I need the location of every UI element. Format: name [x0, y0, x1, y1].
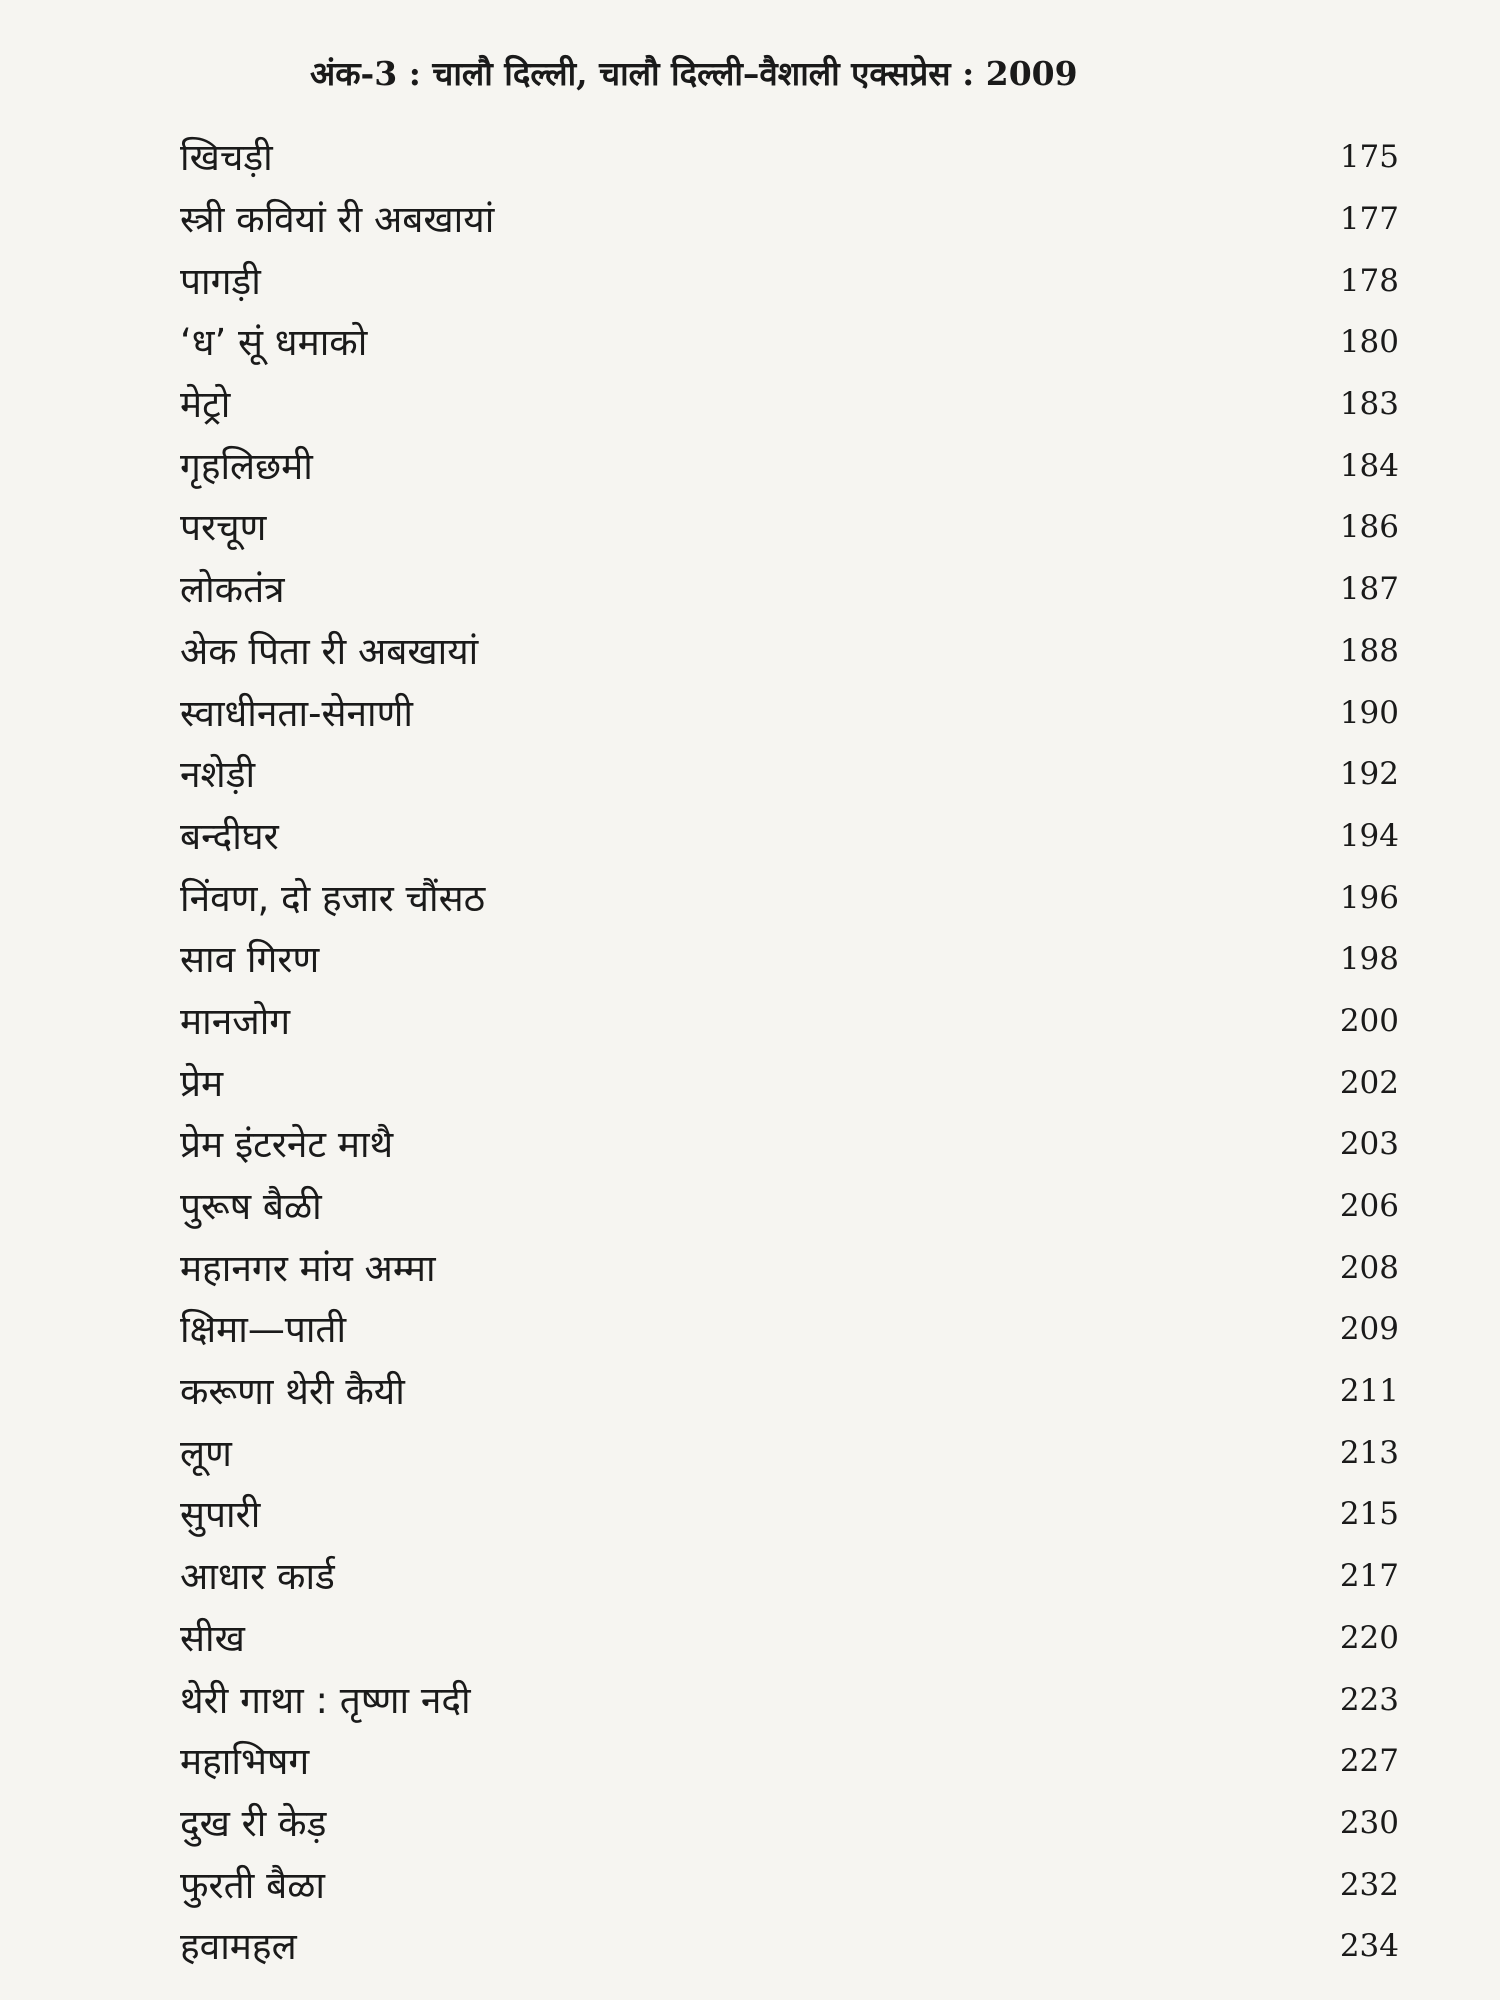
toc-entry-title: स्वाधीनता-सेनाणी — [180, 691, 413, 735]
toc-entry — [180, 1916, 1405, 1978]
toc-entry-title: महाभिषग — [180, 1740, 310, 1784]
toc-entry-title: नशेड़ी — [180, 753, 256, 797]
toc-entry-page-number: 234 — [1339, 1928, 1399, 1965]
toc-entry-title: गृहलिछमी — [180, 444, 313, 488]
toc-entry-page-number: 186 — [1339, 509, 1399, 546]
toc-entry — [180, 1546, 1405, 1608]
toc-entry-page-number: 183 — [1339, 386, 1399, 423]
toc-entry-title: आधार कार्ड — [180, 1555, 335, 1599]
toc-entry-title: निंवण, दो हजार चौंसठ — [180, 876, 486, 920]
toc-entry-title: लूण — [180, 1431, 232, 1475]
toc-entry-page-number: 215 — [1339, 1496, 1399, 1533]
toc-entry-page-number: 194 — [1339, 817, 1399, 854]
toc-entry-title: लोकतंत्र — [180, 568, 285, 612]
toc-entry — [180, 189, 1405, 251]
toc-entry-title: मानजोग — [180, 999, 291, 1043]
toc-entry — [180, 250, 1405, 312]
toc-entry-title: हवामहल — [180, 1925, 297, 1969]
toc-entry-title: खिचड़ी — [180, 136, 273, 180]
toc-entry-title: करूणा थेरी कैयी — [180, 1370, 405, 1414]
toc-entry-page-number: 200 — [1339, 1002, 1399, 1039]
toc-entry-page-number: 198 — [1339, 941, 1399, 978]
toc-entry — [180, 744, 1405, 806]
toc-entry-title: सुपारी — [180, 1493, 261, 1537]
toc-entry-page-number: 227 — [1339, 1743, 1399, 1780]
toc-entry-title: फुरती बैळा — [180, 1863, 325, 1907]
toc-entry — [180, 1176, 1405, 1238]
toc-entry — [180, 1608, 1405, 1670]
toc-entry — [180, 312, 1405, 374]
toc-entry-title: ‘ध’ सूं धमाको — [180, 321, 368, 365]
toc-entry — [180, 1052, 1405, 1114]
toc-entry — [180, 621, 1405, 683]
toc-entry-title: थेरी गाथा : तृष्णा नदी — [180, 1678, 471, 1722]
toc-entry — [180, 1114, 1405, 1176]
toc-entry-page-number: 202 — [1339, 1064, 1399, 1101]
toc-entry — [180, 435, 1405, 497]
table-of-contents — [180, 127, 1405, 1978]
toc-entry-title: बन्दीघर — [180, 814, 279, 858]
toc-entry-title: क्षिमा—पाती — [180, 1308, 347, 1352]
toc-entry-page-number: 230 — [1339, 1804, 1399, 1841]
toc-entry — [180, 374, 1405, 436]
section-heading: अंक-3 : चालौ दिल्ली, चालौ दिल्ली–वैशाली एक्सप्रेस : 2009 — [310, 54, 1078, 93]
toc-entry-page-number: 196 — [1339, 879, 1399, 916]
toc-entry-title: पुरूष बैळी — [180, 1185, 322, 1229]
toc-entry-title: दुख री केड़ — [180, 1801, 327, 1845]
toc-entry-page-number: 217 — [1339, 1558, 1399, 1595]
toc-entry — [180, 682, 1405, 744]
toc-entry — [180, 1669, 1405, 1731]
toc-entry — [180, 127, 1405, 189]
toc-entry-page-number: 190 — [1339, 694, 1399, 731]
toc-entry-title: महानगर मांय अम्मा — [180, 1246, 436, 1290]
toc-entry-page-number: 220 — [1339, 1619, 1399, 1656]
toc-entry-title: स्त्री कवियां री अबखायां — [180, 198, 495, 242]
toc-entry — [180, 1422, 1405, 1484]
toc-entry-page-number: 180 — [1339, 324, 1399, 361]
toc-entry-page-number: 187 — [1339, 571, 1399, 608]
toc-entry — [180, 1299, 1405, 1361]
toc-entry — [180, 806, 1405, 868]
toc-entry — [180, 929, 1405, 991]
toc-entry-title: मेट्रो — [180, 383, 231, 427]
toc-entry-title: सीख — [180, 1616, 245, 1660]
toc-entry-page-number: 208 — [1339, 1249, 1399, 1286]
toc-entry-title: परचूण — [180, 506, 267, 550]
toc-entry-page-number: 211 — [1339, 1373, 1399, 1410]
toc-entry-page-number: 206 — [1339, 1188, 1399, 1225]
toc-entry-title: प्रेम — [180, 1061, 224, 1105]
toc-entry-page-number: 209 — [1339, 1311, 1399, 1348]
toc-entry-page-number: 178 — [1339, 262, 1399, 299]
toc-entry — [180, 1361, 1405, 1423]
toc-entry — [180, 497, 1405, 559]
toc-entry-title: पागड़ी — [180, 259, 261, 303]
toc-entry-page-number: 213 — [1339, 1434, 1399, 1471]
toc-entry-page-number: 188 — [1339, 632, 1399, 669]
toc-entry — [180, 1237, 1405, 1299]
toc-entry-page-number: 192 — [1339, 756, 1399, 793]
toc-entry-page-number: 184 — [1339, 447, 1399, 484]
toc-entry — [180, 1731, 1405, 1793]
toc-entry-title: प्रेम इंटरनेट माथै — [180, 1123, 394, 1167]
toc-entry — [180, 1793, 1405, 1855]
toc-entry-title: अेक पिता री अबखायां — [180, 629, 479, 673]
toc-entry — [180, 559, 1405, 621]
toc-entry-title: साव गिरण — [180, 938, 320, 982]
toc-entry — [180, 991, 1405, 1053]
toc-entry-page-number: 232 — [1339, 1866, 1399, 1903]
toc-entry-page-number: 223 — [1339, 1681, 1399, 1718]
toc-entry — [180, 1484, 1405, 1546]
toc-entry-page-number: 177 — [1339, 201, 1399, 238]
toc-entry-page-number: 203 — [1339, 1126, 1399, 1163]
toc-entry — [180, 1854, 1405, 1916]
toc-entry — [180, 867, 1405, 929]
toc-entry-page-number: 175 — [1339, 139, 1399, 176]
